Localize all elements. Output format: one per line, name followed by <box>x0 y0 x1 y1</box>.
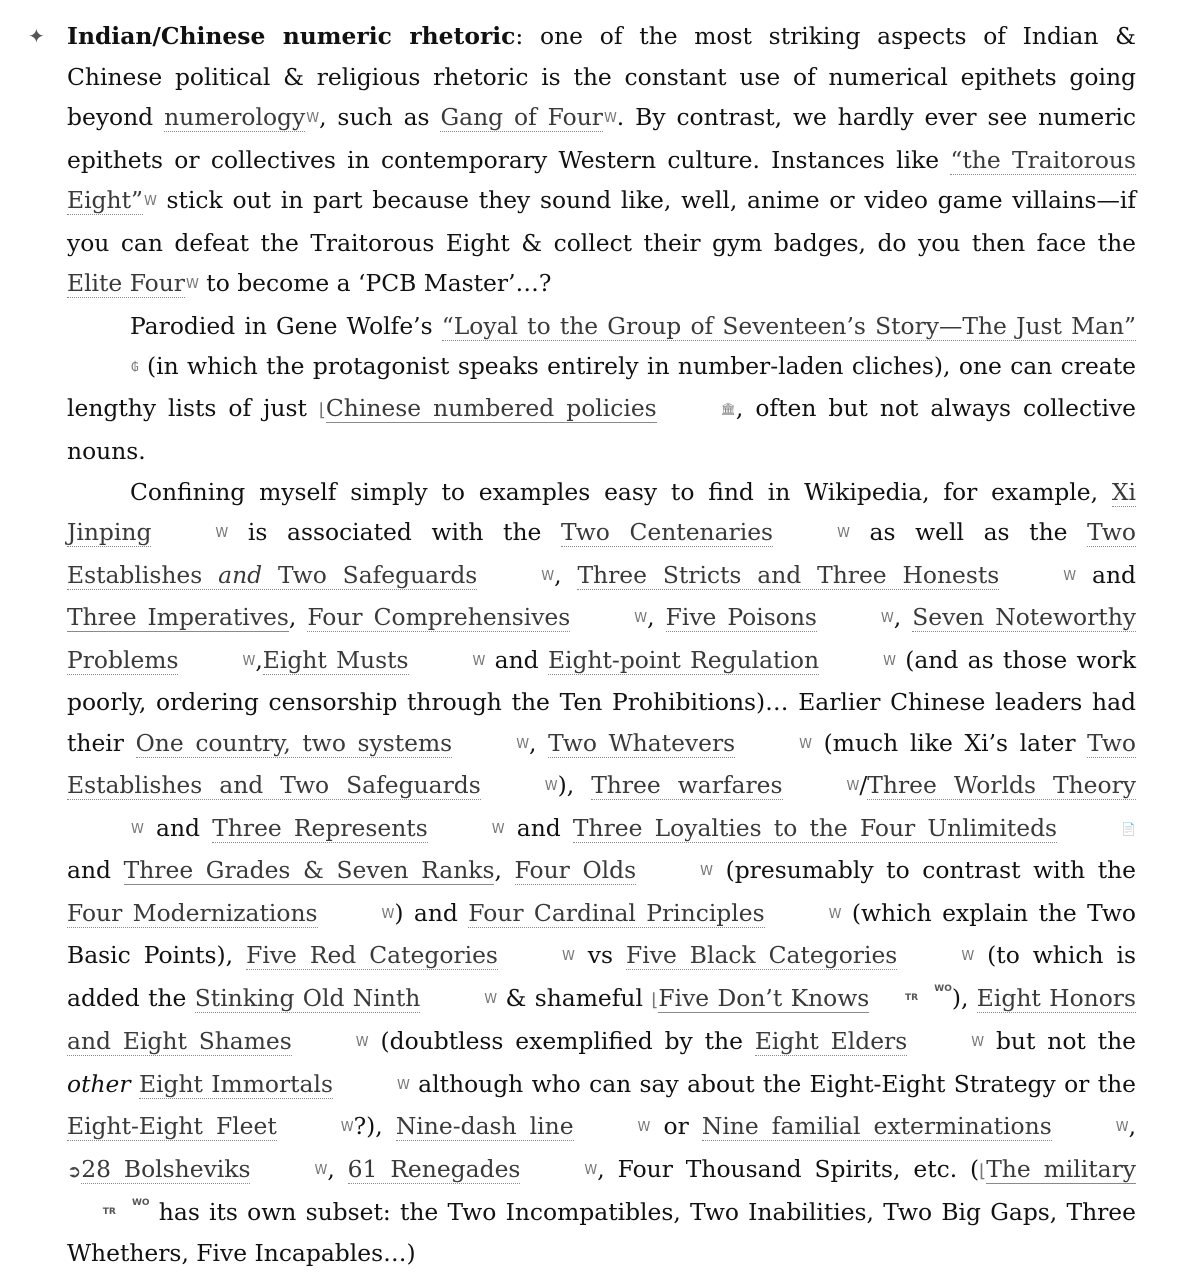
link-three-warfares[interactable]: Three warfares <box>591 771 782 800</box>
bracket-icon: ⌊ <box>979 1161 986 1182</box>
lead-heading: Indian/Chinese numeric rhetoric <box>67 22 515 50</box>
link-one-country-two-systems[interactable]: One country, two systems <box>136 729 453 758</box>
link-loyal-to-the-group[interactable]: “Loyal to the Group of Seventeen’s Story—The Just Man” <box>442 312 1136 341</box>
link-traitorous-eight[interactable]: “the Traitorous Eight” <box>67 146 1136 216</box>
link-three-stricts[interactable]: Three Stricts and Three Honests <box>577 561 999 590</box>
wikipedia-icon: W <box>1000 557 1076 598</box>
link-five-poisons[interactable]: Five Poisons <box>666 603 817 632</box>
wikipedia-icon: W <box>478 557 554 598</box>
link-seven-noteworthy-problems[interactable]: Seven Noteworthy Problems <box>67 603 1136 675</box>
paragraph-3: Confining myself simply to examples easy to find in Wikipedia, for example, Xi Jinping W is associated with the Two Centenaries W as well as the Two Establishes and Two Safeguards W, Three Stricts and Three Honests W and Three Imperatives, Four Comprehensives W, Five Poisons W, Seven Noteworthy Problems W,Eight Musts W and Eight-point Regulation W (and as those work poorly, ordering censorship through the Ten Prohibitions)… Earlier Chinese leaders had their One country, two systems W, Two Whatevers W (much like Xi’s later Two Establishes and Two Safeguards W), Three warfares W/Three Worlds TheoryW and Three Represents W and Three Loyalties to the Four Unlimiteds 📄 and Three Grades & Seven Ranks, Four Olds W (presumably to contrast with the Four Modernizations W) and Four Cardinal Principles W (which explain the Two Basic Points), Five Red Categories W vs Five Black Categories W (to which is added the Stinking Old Ninth W & shameful ⌊Five Don’t Knows WO TR ), Eight Honors and Eight Shames W (doubtless exemplified by the Eight Elders W but not the other Eight Immortals W although who can say about the Eight-Eight Strategy or the Eight-Eight Fleet W?), Nine-dash line W or Nine familial exterminations W, ➲28 Bolsheviks W, 61 Renegades W, Four Thousand Spirits, etc. (⌊The militaryWO TR has its own subset: the Two Incompatibles, Two Inabilities, Two Big Gaps, Three Whethers, Five Incapables…) <box>67 472 1136 1273</box>
link-three-worlds-theory[interactable]: Three Worlds Theory <box>867 771 1136 800</box>
link-xi-jinping[interactable]: Xi Jinping <box>67 478 1136 548</box>
link-three-represents[interactable]: Three Represents <box>212 814 427 843</box>
war-on-the-rocks-icon: WO TR <box>69 1199 150 1217</box>
link-61-renegades[interactable]: 61 Renegades <box>348 1155 521 1184</box>
link-eight-honors-eight-shames[interactable]: Eight Honors and Eight Shames <box>67 984 1136 1057</box>
wikipedia-icon: W <box>179 642 255 683</box>
wikipedia-icon: W <box>575 1108 651 1149</box>
link-two-whatevers[interactable]: Two Whatevers <box>548 729 735 758</box>
link-two-establishes-two-safeguards[interactable]: Two Establishes and Two Safeguards <box>67 729 1136 801</box>
link-five-red-categories[interactable]: Five Red Categories <box>246 941 498 970</box>
paragraph-1: Indian/Chinese numeric rhetoric: one of the most striking aspects of Indian & Chinese political & religious rhetoric is the constant use of numerical epithets going beyond numerologyW, such as Gang of FourW. By contrast, we hardly ever see numeric epithets or collectives in contemporary Western culture. Instances like “the Traitorous Eight”W stick out in part because they sound like, well, anime or video game villains—if you can defeat the Traitorous Eight & collect their gym badges, do you then face the Elite FourW to become a ‘PCB Master’…? <box>67 16 1136 306</box>
archive-icon: 🏛 <box>658 389 736 430</box>
wikipedia-icon: W <box>306 99 319 140</box>
link-four-modernizations[interactable]: Four Modernizations <box>67 899 318 928</box>
wikipedia-icon: W <box>637 852 713 893</box>
wikipedia-icon: W <box>410 642 486 683</box>
paragraph-marker-icon: ✦ <box>28 26 45 46</box>
link-the-military[interactable]: The military <box>986 1155 1136 1184</box>
link-numerology[interactable]: numerology <box>164 103 305 132</box>
wikipedia-icon: W <box>186 265 199 306</box>
link-28-bolsheviks[interactable]: 28 Bolsheviks <box>81 1155 250 1184</box>
wikipedia-icon: W <box>68 810 144 851</box>
link-three-imperatives[interactable]: Three Imperatives <box>67 603 289 632</box>
link-stinking-old-ninth[interactable]: Stinking Old Ninth <box>195 984 421 1013</box>
bracket-icon: ⌊ <box>651 990 658 1011</box>
wikipedia-icon: W <box>144 182 157 223</box>
wikipedia-icon: W <box>774 514 850 555</box>
link-elite-four[interactable]: Elite Four <box>67 269 185 298</box>
link-eight-eight-fleet[interactable]: Eight-Eight Fleet <box>67 1112 277 1141</box>
link-five-dont-knows[interactable]: Five Don’t Knows <box>658 984 869 1013</box>
link-four-cardinal-principles[interactable]: Four Cardinal Principles <box>468 899 764 928</box>
link-four-olds[interactable]: Four Olds <box>515 856 637 885</box>
wikipedia-icon: W <box>784 767 860 808</box>
wikipedia-icon: W <box>278 1108 354 1149</box>
wikipedia-icon: W <box>334 1066 410 1107</box>
link-three-loyalties[interactable]: Three Loyalties to the Four Unlimiteds <box>573 814 1057 843</box>
link-eight-immortals[interactable]: Eight Immortals <box>139 1070 333 1099</box>
gutenberg-icon: ₲ <box>68 347 139 388</box>
wikipedia-icon: W <box>293 1023 369 1064</box>
link-chinese-numbered-policies[interactable]: Chinese numbered policies <box>326 394 657 423</box>
link-eight-elders[interactable]: Eight Elders <box>755 1027 907 1056</box>
wikipedia-icon: W <box>521 1151 597 1192</box>
wikipedia-icon: W <box>453 725 529 766</box>
wikipedia-icon: W <box>482 767 558 808</box>
wikipedia-icon: W <box>421 980 497 1021</box>
wikipedia-icon: W <box>251 1151 327 1192</box>
paragraph-2: Parodied in Gene Wolfe’s “Loyal to the Group of Seventeen’s Story—The Just Man”₲ (in which the protagonist speaks entirely in number-laden cliches), one can create lengthy lists of just ⌊Chinese numbered policies 🏛, often but not always collective nouns. <box>67 306 1136 472</box>
link-two-establishes[interactable]: Two Establishes and Two Safeguards <box>67 518 1136 590</box>
wikipedia-icon: W <box>571 599 647 640</box>
circle-arrow-icon: ➲ <box>67 1162 81 1182</box>
wikipedia-icon: W <box>908 1023 984 1064</box>
war-on-the-rocks-icon: WO TR <box>871 985 952 1003</box>
wikipedia-icon: W <box>429 810 505 851</box>
wikipedia-icon: W <box>319 895 395 936</box>
link-gang-of-four[interactable]: Gang of Four <box>440 103 603 132</box>
wikipedia-icon: W <box>604 99 617 140</box>
wikipedia-icon: W <box>820 642 896 683</box>
link-four-comprehensives[interactable]: Four Comprehensives <box>307 603 570 632</box>
link-nine-familial-exterminations[interactable]: Nine familial exterminations <box>702 1112 1052 1141</box>
link-three-grades-seven-ranks[interactable]: Three Grades & Seven Ranks <box>124 856 495 885</box>
wikipedia-icon: W <box>766 895 842 936</box>
wikipedia-icon: W <box>1053 1108 1129 1149</box>
wikipedia-icon: W <box>898 937 974 978</box>
wikipedia-icon: W <box>152 514 228 555</box>
wikipedia-icon: W <box>499 937 575 978</box>
link-five-black-categories[interactable]: Five Black Categories <box>626 941 897 970</box>
wikipedia-icon: W <box>818 599 894 640</box>
wikipedia-icon: W <box>736 725 812 766</box>
bracket-icon: ⌊ <box>319 400 326 421</box>
link-eight-musts[interactable]: Eight Musts <box>263 646 409 675</box>
link-nine-dash-line[interactable]: Nine-dash line <box>396 1112 574 1141</box>
link-two-centenaries[interactable]: Two Centenaries <box>561 518 773 547</box>
pdf-icon: 📄 <box>1058 809 1136 850</box>
link-eight-point-regulation[interactable]: Eight-point Regulation <box>548 646 819 675</box>
